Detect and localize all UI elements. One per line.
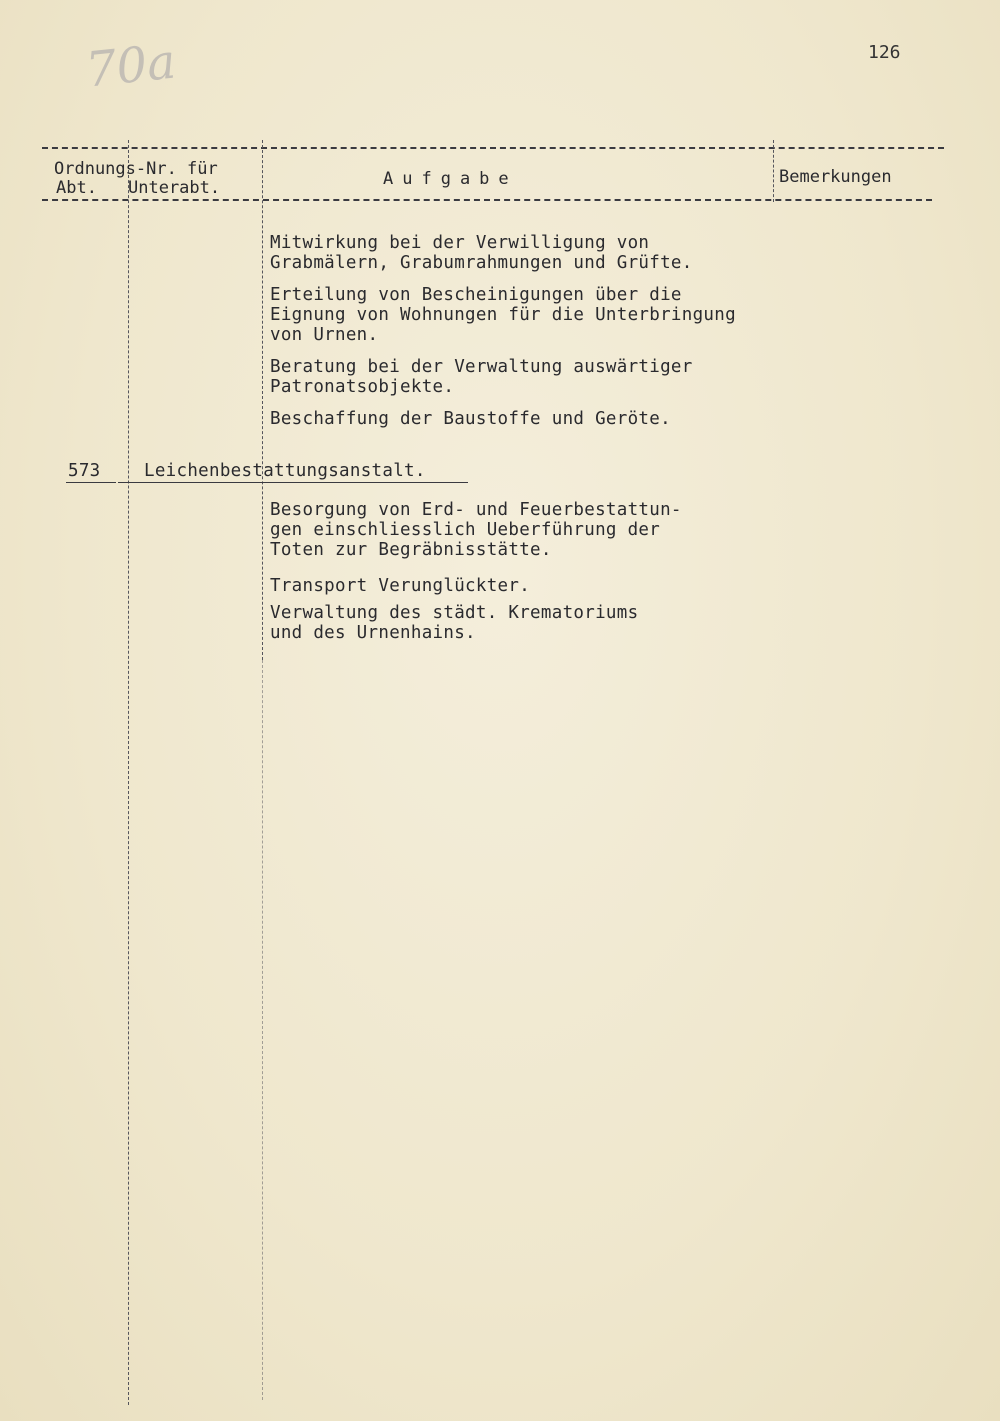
header-bemerkungen: Bemerkungen bbox=[779, 167, 892, 187]
column-divider-abt bbox=[128, 140, 129, 1405]
section-title: Leichenbestattungsanstalt. bbox=[144, 461, 426, 481]
header-aufgabe: Aufgabe bbox=[383, 169, 518, 189]
task-entry: Transport Verunglückter. bbox=[270, 576, 531, 596]
task-entry: Beschaffung der Baustoffe und Geröte. bbox=[270, 409, 671, 429]
header-abt: Abt. bbox=[56, 178, 97, 198]
table-header-rule bbox=[42, 199, 932, 201]
header-ordnungs-nr: Ordnungs-Nr. für bbox=[54, 159, 218, 179]
page-number: 126 bbox=[868, 42, 901, 63]
table-top-rule bbox=[42, 147, 944, 149]
section-number-underline bbox=[66, 482, 116, 483]
section-title-underline bbox=[118, 482, 468, 483]
task-entry: Beratung bei der Verwaltung auswärtiger Patronatsobjekte. bbox=[270, 357, 693, 397]
task-entry: Mitwirkung bei der Verwilligung von Grabmälern, Grabumrahmungen und Grüfte. bbox=[270, 233, 693, 273]
task-entry: Erteilung von Bescheinigungen über die Eignung von Wohnungen für die Unterbringung von Urnen. bbox=[270, 285, 736, 345]
handwritten-page-mark: 70a bbox=[83, 33, 179, 99]
header-unterabt: Unterabt. bbox=[128, 178, 221, 198]
section-number: 573 bbox=[68, 461, 101, 481]
task-entry: Verwaltung des städt. Krematoriums und des Urnenhains. bbox=[270, 603, 639, 643]
task-entry: Besorgung von Erd- und Feuerbestattun- gen einschliesslich Ueberführung der Toten zur Begräbnisstätte. bbox=[270, 500, 682, 560]
column-divider-bemerkungen bbox=[773, 140, 774, 202]
column-divider-unterabt bbox=[262, 140, 263, 660]
column-divider-unterabt-lower bbox=[262, 660, 263, 1400]
